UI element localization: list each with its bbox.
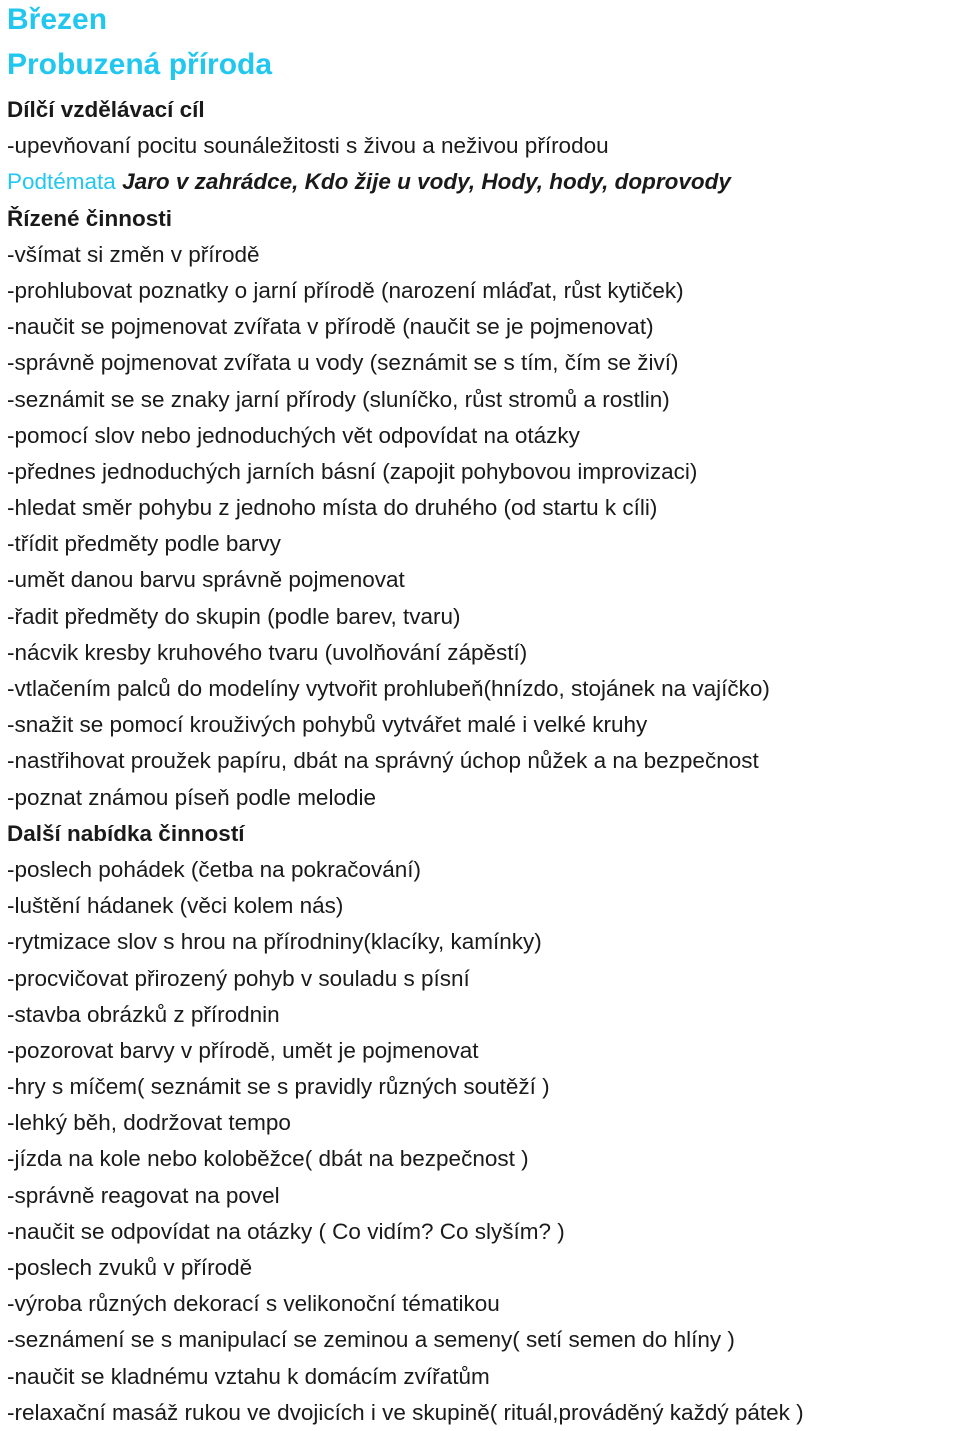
list-item: -lehký běh, dodržovat tempo xyxy=(7,1110,291,1136)
list-item: -třídit předměty podle barvy xyxy=(7,531,281,557)
list-item: -správně pojmenovat zvířata u vody (seznámit se s tím, čím se živí) xyxy=(7,350,679,376)
list-item: -poslech zvuků v přírodě xyxy=(7,1255,253,1280)
list-item: -všímat si změn v přírodě xyxy=(7,241,260,267)
subtopics-line xyxy=(7,164,960,200)
guided-activities-list xyxy=(7,237,960,816)
list-item: -přednes jednoduchých jarních básní (zapojit pohybovou improvizaci) xyxy=(7,458,698,484)
list-item: -relaxační masáž rukou ve dvojicích i ve skupině( rituál,prováděný každý pátek ) xyxy=(7,1399,804,1425)
list-item: -seznámit se se znaky jarní přírody (sluníčko, růst stromů a rostlin) xyxy=(7,386,670,412)
list-item: -rytmizace slov s hrou na přírodniny(klacíky, kamínky) xyxy=(7,929,542,955)
list-item: -správně reagovat na povel xyxy=(7,1182,280,1208)
goal-heading: Dílčí vzdělávací cíl xyxy=(7,97,205,122)
list-item: -nastřihovat proužek papíru, dbát na správný úchop nůžek a na bezpečnost xyxy=(7,748,759,774)
subtopics-list: Jaro v zahrádce, Kdo žije u vody, Hody, hody, doprovody xyxy=(115,169,731,195)
list-item: -řadit předměty do skupin (podle barev, tvaru) xyxy=(7,603,461,629)
list-item: -poslech pohádek (četba na pokračování) xyxy=(7,856,422,882)
list-item: -umět danou barvu správně pojmenovat xyxy=(7,567,405,593)
list-item: -prohlubovat poznatky o jarní přírodě (narození mláďat, růst kytiček) xyxy=(7,277,684,303)
subtopics-label: Podtémata xyxy=(7,169,116,195)
list-item: -nácvik kresby kruhového tvaru (uvolňování zápěstí) xyxy=(7,639,528,665)
list-item: -jízda na kole nebo koloběžce( dbát na bezpečnost ) xyxy=(7,1146,529,1172)
list-item: -pozorovat barvy v přírodě, umět je pojmenovat xyxy=(7,1037,479,1063)
theme-title: Probuzená příroda xyxy=(7,48,273,81)
list-item: -poznat známou píseň podle melodie xyxy=(7,784,376,810)
list-item: -vtlačením palců do modelíny vytvořit prohlubeň(hnízdo, stojánek na vajíčko) xyxy=(7,676,770,701)
list-item: -výroba různých dekorací s velikonoční tématikou xyxy=(7,1291,500,1317)
list-item: -stavba obrázků z přírodnin xyxy=(7,1001,280,1027)
guided-activities-heading: Řízené činnosti xyxy=(7,205,173,231)
list-item: -seznámení se s manipulací se zeminou a semeny( setí semen do hlíny ) xyxy=(7,1327,735,1353)
list-item: -snažit se pomocí krouživých pohybů vytvářet malé i velké kruhy xyxy=(7,712,648,738)
list-item: -hledat směr pohybu z jednoho místa do druhého (od startu k cíli) xyxy=(7,495,658,521)
list-item: -procvičovat přirozený pohyb v souladu s písní xyxy=(7,965,470,991)
list-item: -hry s míčem( seznámit se s pravidly různých soutěží ) xyxy=(7,1074,550,1100)
month-title: Březen xyxy=(7,3,108,36)
goal-text: -upevňovaní pocitu sounáležitosti s živou a neživou přírodou xyxy=(7,133,609,159)
more-activities-heading: Další nabídka činností xyxy=(7,820,245,846)
list-item: -luštění hádanek (věci kolem nás) xyxy=(7,893,344,919)
list-item: -pomocí slov nebo jednoduchých vět odpovídat na otázky xyxy=(7,422,580,448)
list-item: -naučit se odpovídat na otázky ( Co vidím? Co slyším? ) xyxy=(7,1218,565,1244)
list-item: -naučit se pojmenovat zvířata v přírodě (naučit se je pojmenovat) xyxy=(7,314,654,340)
list-item: -naučit se kladnému vztahu k domácím zvířatům xyxy=(7,1363,490,1389)
more-activities-list xyxy=(7,852,960,1431)
